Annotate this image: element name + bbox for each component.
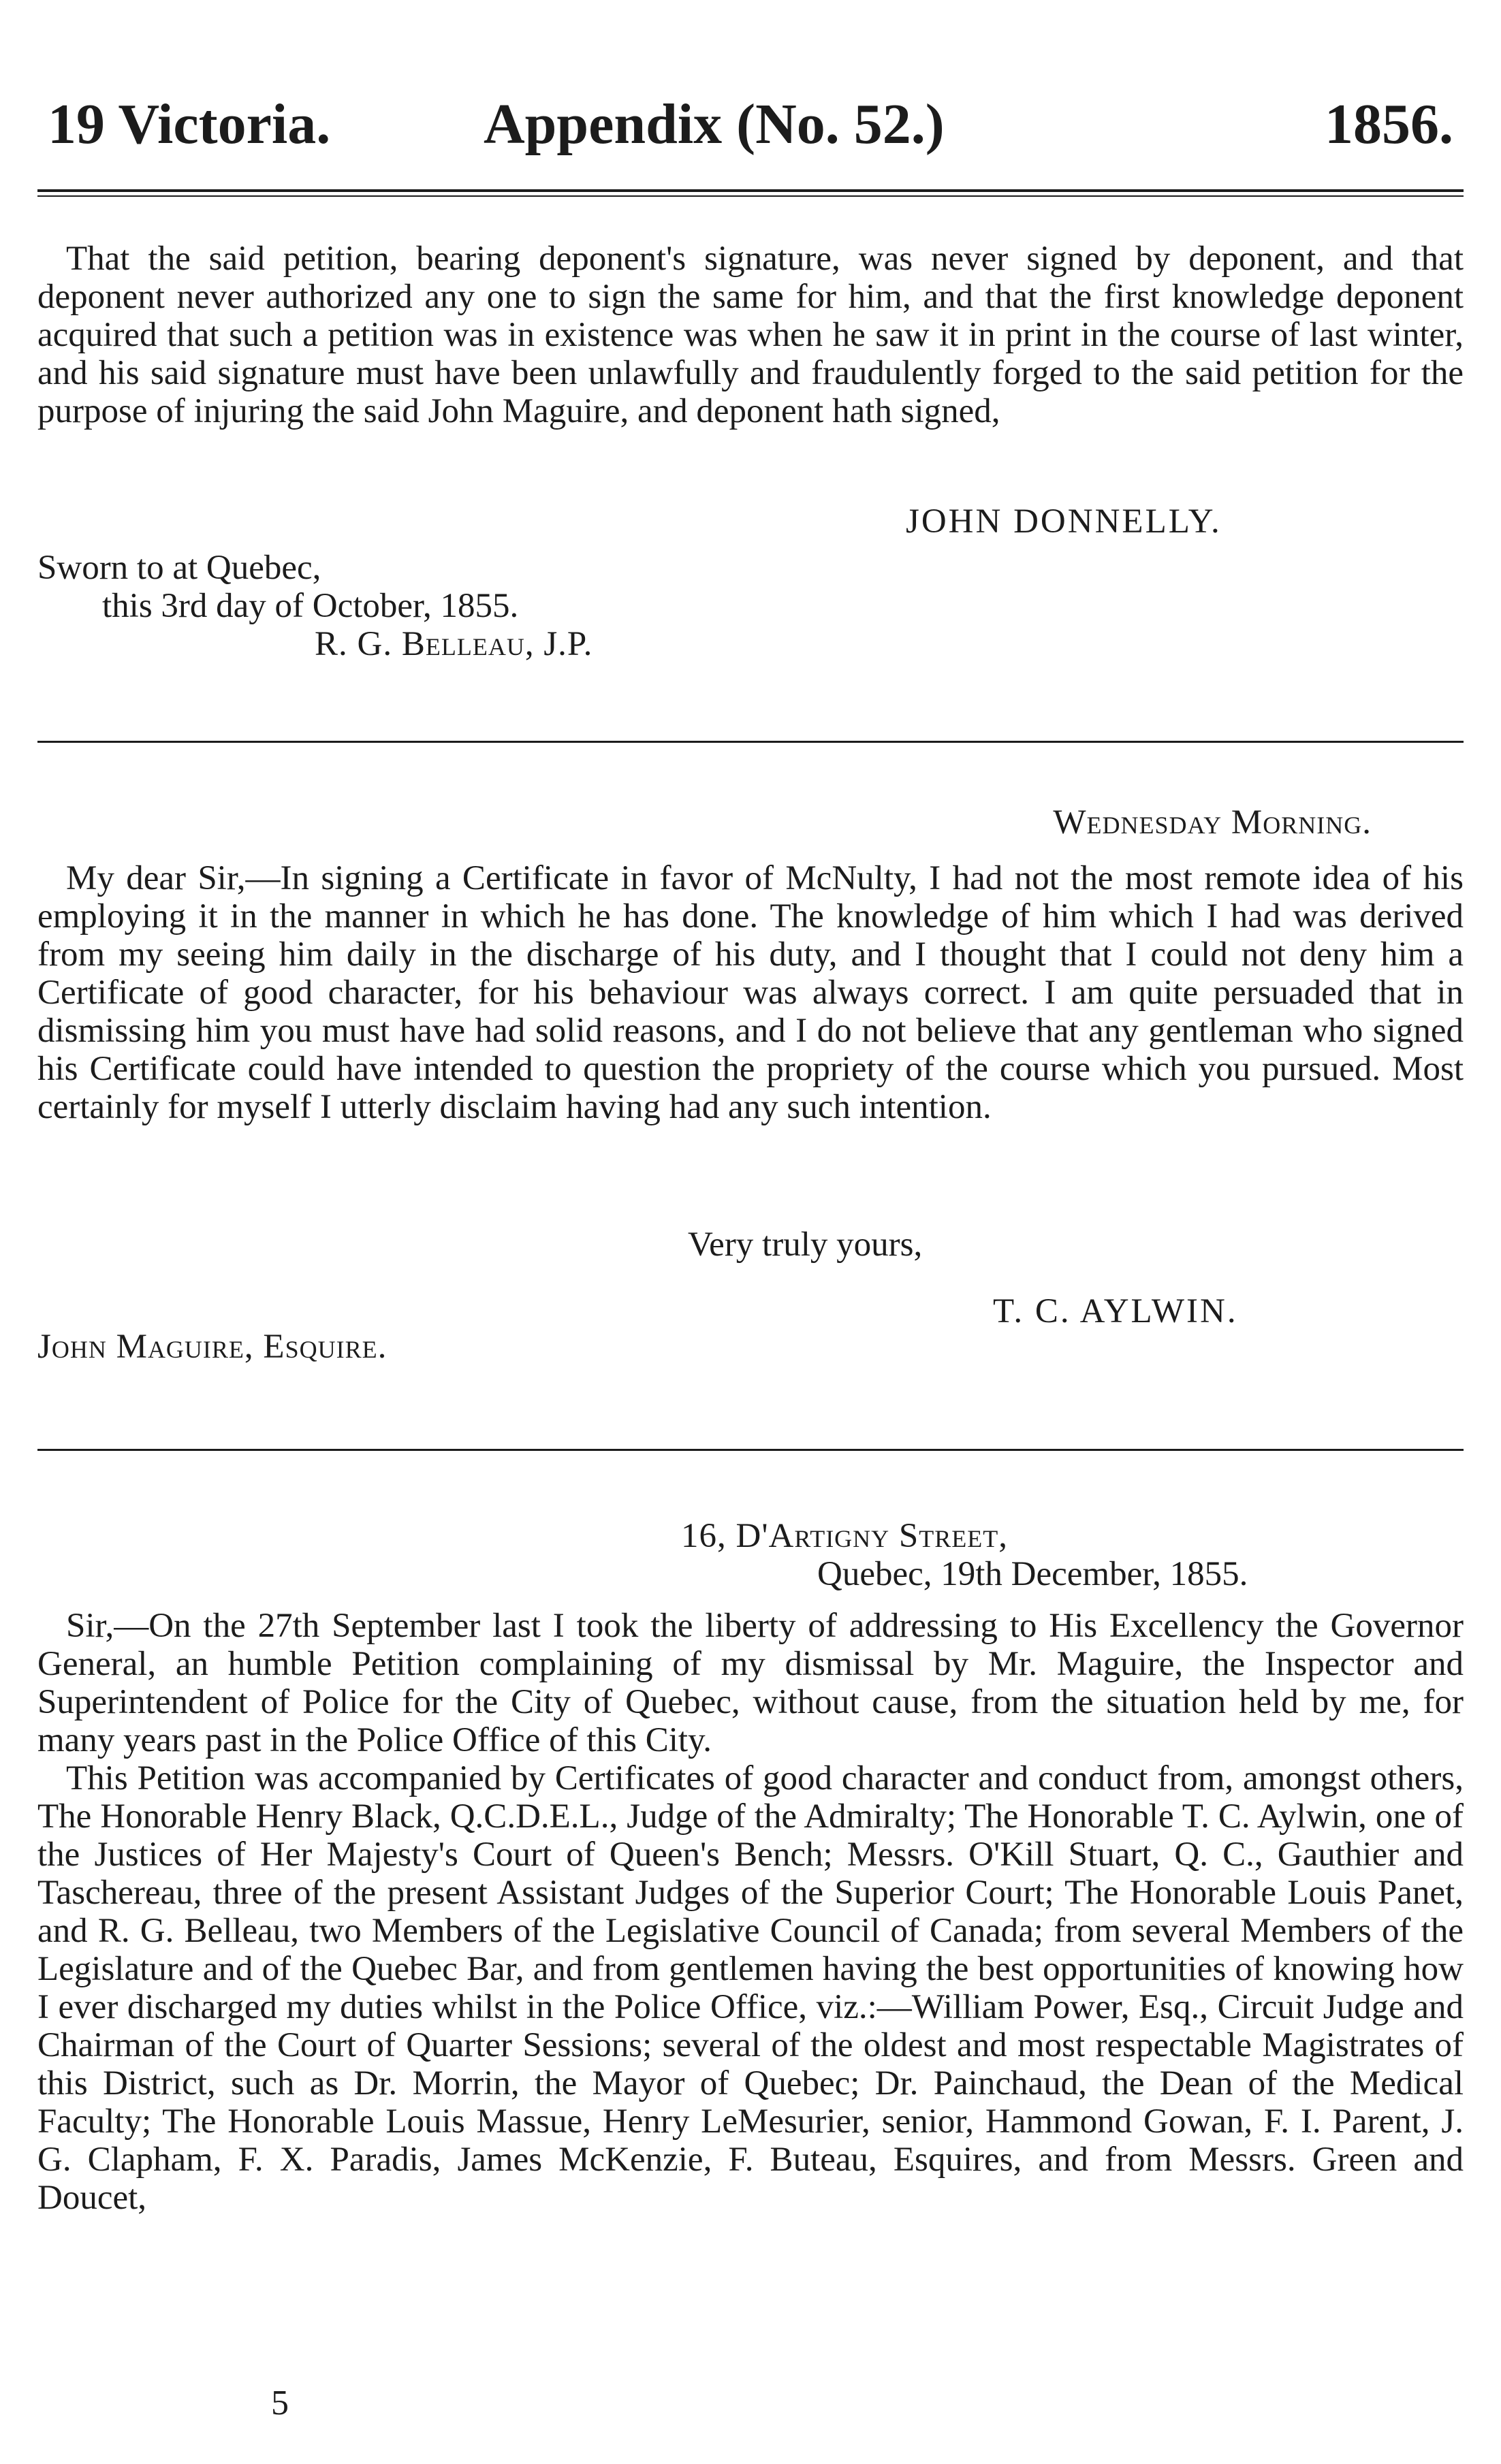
header-session: 19 Victoria.	[48, 93, 331, 156]
petition-paragraph-2: This Petition was accompanied by Certificates of good character and conduct from, amongst others, The Honorable Henry Black, Q.C.D.E.L., Judge of the Admiralty; The Honorable T. C. Aylwin, one of the Justices of Her Majesty's Court of Queen's Bench; Messrs. O'Kill Stuart, Q. C., Gauthier and Taschereau, three of the present Assistant Judges of the Superior Court; The Honorable Louis Panet, and R. G. Belleau, two Members of the Legislative Council of Canada; from several Members of the Legislature and of the Quebec Bar, and from gentlemen having the best opportunities of knowing how I ever discharged my duties whilst in the Police Office, viz.:—William Power, Esq., Circuit Judge and Chairman of the Court of Quarter Sessions; several of the oldest and most respectable Magistrates of this District, such as Dr. Morrin, the Mayor of Quebec; Dr. Painchaud, the Dean of the Medical Faculty; The Honorable Louis Massue, Henry LeMesurier, senior, Hammond Gowan, F. I. Parent, J. G. Clapham, F. X. Paradis, James McKenzie, F. Buteau, Esquires, and from Messrs. Green and Doucet,	[37, 1759, 1464, 2217]
deposition-paragraph: That the said petition, bearing deponent's signature, was never signed by deponent, and that deponent never authorized any one to sign the same for him, and that the first knowledge deponent acquired that such a petition was in existence was when he saw it in print in the course of last winter, and his said signature must have been unlawfully and fraudulently forged to the said petition for the purpose of injuring the said John Maguire, and deponent hath signed,	[37, 240, 1464, 430]
address-street: 16, D'Artigny Street,	[681, 1517, 1009, 1555]
letter-addressee: John Maguire, Esquire.	[37, 1328, 388, 1366]
petition-paragraph-1: Sir,—On the 27th September last I took the liberty of addressing to His Excellency the Governor General, an humble Petition complaining of my dismissal by Mr. Maguire, the Inspector and Superintendent of Police for the City of Quebec, without cause, from the situation held by me, for many years past in the Police Office of this City.	[37, 1607, 1464, 1759]
aylwin-letter-body: My dear Sir,—In signing a Certificate in favor of McNulty, I had not the most remote idea of his employing it in the manner in which he has done. The knowledge of him which I had was derived from my seeing him daily in the discharge of his duty, and I thought that I could not deny him a Certificate of good character, for his behaviour was always correct. I am quite persuaded that in dismissing him you must have had solid reasons, and I do not believe that any gentleman who signed his Certificate could have intended to question the propriety of the course which you pursued. Most certainly for myself I utterly disclaim having had any such intention.	[37, 859, 1464, 1126]
deponent-signature: JOHN DONNELLY.	[906, 502, 1222, 541]
letter-closing: Very truly yours,	[688, 1226, 923, 1264]
header-rule	[37, 189, 1464, 192]
running-header	[41, 87, 1460, 162]
address-line-2: Quebec, 19th December, 1855.	[817, 1555, 1248, 1593]
section-divider-2	[37, 1449, 1464, 1451]
letter-dateline: Wednesday Morning.	[1053, 803, 1372, 842]
sworn-line-2: this 3rd day of October, 1855.	[102, 587, 519, 625]
justice-signature: R. G. Belleau, J.P.	[315, 625, 593, 663]
petition-letter-body	[37, 1607, 1464, 2217]
address-line-1	[681, 1517, 1008, 1555]
aylwin-signature: T. C. AYLWIN.	[993, 1292, 1238, 1330]
section-divider-1	[37, 741, 1464, 743]
header-year: 1856.	[1325, 93, 1453, 156]
sworn-line-1: Sworn to at Quebec,	[37, 549, 321, 587]
header-appendix: Appendix (No. 52.)	[484, 93, 945, 156]
page-number: 5	[271, 2384, 289, 2422]
